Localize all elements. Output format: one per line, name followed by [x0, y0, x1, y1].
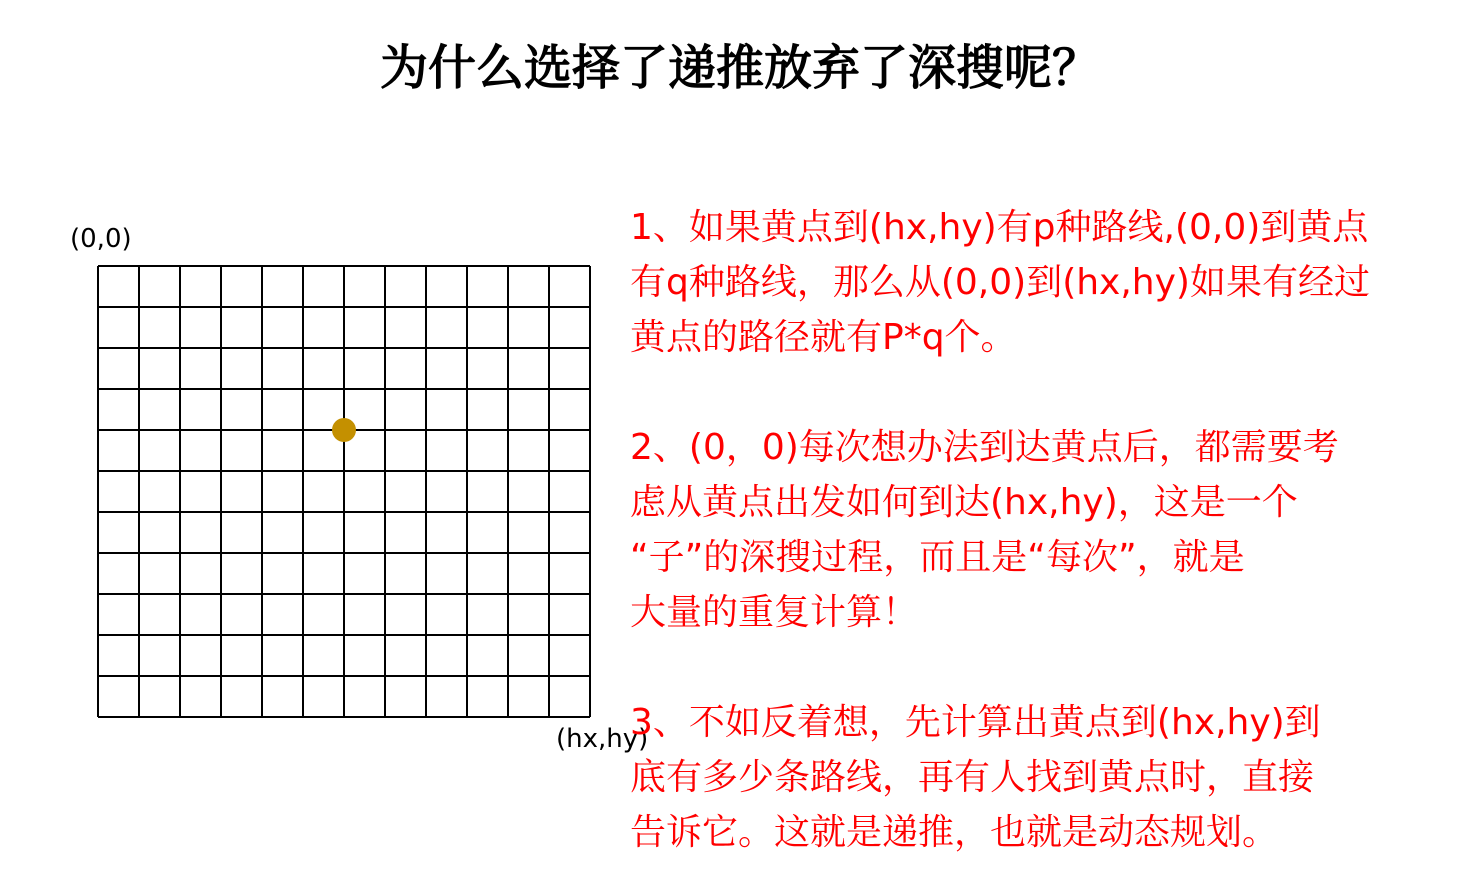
paragraph-1: 1、如果黄点到(hx,hy)有p种路线,(0,0)到黄点 有q种路线，那么从(0,0)到(hx,hy)如果有经过 黄点的路径就有P*q个。	[630, 207, 1370, 358]
grid-diagram	[96, 264, 594, 722]
explanation-text	[630, 200, 1470, 860]
paragraph-2: 2、(0，0)每次想办法到达黄点后，都需要考 虑从黄点出发如何到达(hx,hy)，这是一个 “子”的深搜过程，而且是“每次”，就是 大量的重复计算！	[630, 427, 1339, 633]
paragraph-3: 3、不如反着想，先计算出黄点到(hx,hy)到 底有多少条路线，再有人找到黄点时，直接 告诉它。这就是递推，也就是动态规划。	[630, 702, 1321, 853]
yellow-point	[332, 418, 356, 442]
origin-label: (0,0)	[70, 224, 132, 254]
slide-title: 为什么选择了递推放弃了深搜呢？	[379, 40, 1100, 96]
target-label: (hx,hy)	[556, 724, 649, 754]
